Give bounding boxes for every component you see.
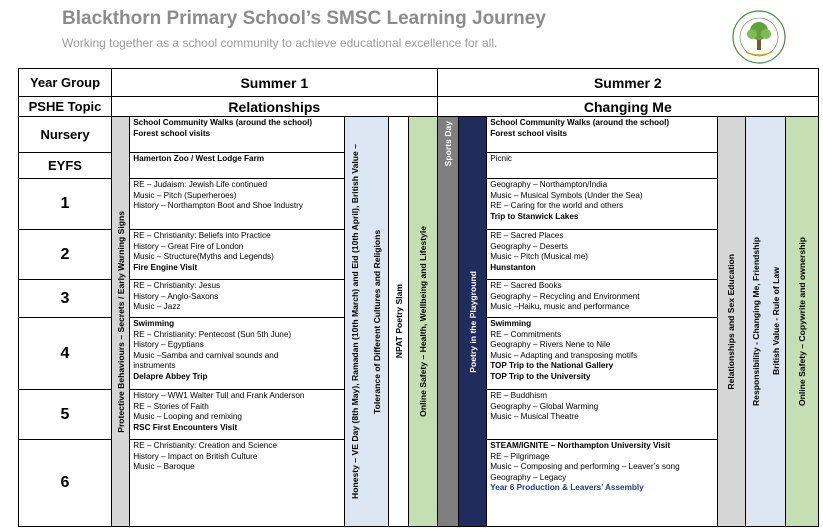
s2-eyfs-cell — [487, 153, 718, 179]
s1-y4-line-6: Delapre Abbey Trip — [133, 371, 208, 381]
summer-1-header: Summer 1 — [112, 69, 438, 97]
year-6: 6 — [19, 440, 112, 527]
s1-y4-cell — [130, 318, 344, 390]
s1-y2-line-4: Fire Engine Visit — [133, 262, 198, 272]
s2-y5-line-3: Music – Musical Theatre — [490, 412, 579, 422]
s2-y6-line-2: RE – Pilgrimage — [490, 451, 550, 461]
s1-y6-line-3: Music – Baroque — [133, 462, 195, 472]
s2-y4-line-2: RE – Commitments — [490, 329, 562, 339]
s2-y2-line-1: RE – Sacred Places — [490, 231, 564, 240]
year-group-header: Year Group — [19, 69, 112, 97]
s1-y4-line-4: Music –Samba and carnival sounds and — [133, 350, 279, 360]
s2-y5-line-2: Geography – Global Warming — [490, 401, 599, 411]
s1-y5-line-1: History – WW1 Walter Tull and Frank Anderson — [133, 391, 305, 400]
year-5: 5 — [19, 390, 112, 440]
s1-y2-line-2: History – Great Fire of London — [133, 241, 244, 251]
s2-eyfs-line-1: Picnic — [490, 154, 513, 163]
s2-y1-line-2: Music – Musical Symbols (Under the Sea) — [490, 190, 643, 200]
poetry-band — [458, 117, 486, 527]
s2-nursery-cell — [487, 117, 718, 153]
s2-y1-cell — [487, 179, 718, 230]
s1-y6-line-2: History – Impact on British Culture — [133, 451, 258, 461]
s1-y2-cell — [130, 230, 344, 280]
s1-y4-line-1: Swimming — [133, 319, 175, 328]
s2-y5-cell — [487, 390, 718, 440]
online-safety-health-band — [409, 117, 437, 527]
s1-y1-cell — [130, 179, 344, 230]
page-title: Blackthorn Primary School’s SMSC Learning Journey — [62, 8, 546, 29]
year-3: 3 — [19, 280, 112, 318]
honesty-label-1: Honesty – VE Day (8th May), Ramadan (10th March) and Eid (10th April), British Value – — [350, 144, 361, 499]
npat-band — [389, 117, 409, 527]
s1-y6-cell — [130, 440, 344, 527]
sports-day-label: Sports Day — [442, 121, 453, 167]
npat-label: NPAT Poetry Slam — [393, 284, 404, 359]
year-4: 4 — [19, 318, 112, 390]
s2-y2-line-3: Music – Pitch (Musical me) — [490, 252, 589, 262]
s2-y6-line-5: Year 6 Production & Leavers’ Assembly — [490, 483, 644, 493]
smsc-table — [18, 68, 819, 527]
s1-y1-line-3: History – Northampton Boot and Shoe Industry — [133, 201, 303, 211]
s2-y2-line-2: Geography – Deserts — [490, 241, 569, 251]
s1-y1-line-1: RE – Judaism: Jewish Life continued — [133, 180, 268, 189]
s2-y1-line-4: Trip to Stanwick Lakes — [490, 211, 579, 221]
year-2: 2 — [19, 230, 112, 280]
s2-y3-line-3: Music –Haiku, music and performance — [490, 302, 630, 312]
honesty-band — [344, 117, 388, 527]
summer-1-topic: Relationships — [112, 97, 438, 117]
protective-behaviours-label: Protective Behaviours – Secrets / Early Warning Signs — [115, 210, 126, 433]
s2-y5-line-1: RE – Buddhism — [490, 391, 548, 400]
s1-y5-line-4: RSC First Encounters Visit — [133, 422, 238, 432]
s1-y3-line-3: Music – Jazz — [133, 302, 181, 312]
s2-y6-line-3: Music – Composing and performing – Leaver’s song — [490, 462, 680, 472]
s2-nursery-line-1: School Community Walks (around the school) — [490, 118, 670, 127]
responsibility-label-2: British Value - Rule of Law — [770, 267, 781, 376]
s1-y5-line-3: Music – Looping and remixing — [133, 412, 242, 422]
s1-y6-line-1: RE – Christianity: Creation and Science — [133, 441, 278, 450]
s1-nursery-line-1: School Community Walks (around the school) — [133, 118, 313, 127]
s2-y6-cell — [487, 440, 718, 527]
sports-day-band — [437, 117, 458, 527]
year-eyfs: EYFS — [19, 153, 112, 179]
s2-y6-line-4: Geography – Legacy — [490, 472, 567, 482]
year-1: 1 — [19, 179, 112, 230]
honesty-label-2: Tolerance of Different Cultures and Religions — [372, 229, 383, 414]
online-safety-copy-band — [786, 117, 819, 527]
summer-2-topic: Changing Me — [437, 97, 818, 117]
s2-y4-line-5: TOP Trip to the National Gallery — [490, 361, 614, 371]
page-subtitle: Working together as a school community to achieve educational excellence for all. — [62, 36, 498, 50]
s2-y2-line-4: Hunstanton — [490, 262, 536, 272]
s1-nursery-line-2: Forest school visits — [133, 128, 211, 138]
s1-y3-line-2: History – Anglo-Saxons — [133, 291, 219, 301]
s2-y4-line-1: Swimming — [490, 319, 532, 328]
s1-y3-line-1: RE – Christianity: Jesus — [133, 281, 221, 290]
s1-y1-line-2: Music – Pitch (Superheroes) — [133, 190, 237, 200]
s1-y3-cell — [130, 280, 344, 318]
s1-y5-cell — [130, 390, 344, 440]
s2-y4-cell — [487, 318, 718, 390]
s2-y2-cell — [487, 230, 718, 280]
s1-y2-line-3: Music – Structure(Myths and Legends) — [133, 252, 274, 262]
year-nursery: Nursery — [19, 117, 112, 153]
online-safety-copy-label: Online Safety – Copywrite and ownership — [797, 236, 808, 407]
s2-nursery-line-2: Forest school visits — [490, 128, 568, 138]
online-safety-health-label: Online Safety – Health, Wellbeing and Lifestyle — [417, 226, 428, 417]
school-logo — [724, 8, 794, 66]
s1-nursery-cell — [130, 117, 344, 153]
summer-2-header: Summer 2 — [437, 69, 818, 97]
s2-y4-line-4: Music – Adapting and transposing motifs — [490, 350, 638, 360]
s1-eyfs-cell — [130, 153, 344, 179]
poetry-label: Poetry in the Playground — [467, 270, 478, 373]
s2-y6-line-1: STEAM/IGNITE – Northampton University Visit — [490, 441, 671, 450]
rse-label: Relationships and Sex Education — [726, 253, 737, 390]
s1-y4-line-2: RE – Christianity: Pentecost (Sun 5th June) — [133, 329, 292, 339]
rse-band — [717, 117, 745, 527]
s1-y2-line-1: RE – Christianity: Beliefs into Practice — [133, 231, 271, 240]
s1-y4-line-3: History – Egyptians — [133, 340, 204, 350]
responsibility-band — [746, 117, 786, 527]
responsibility-label-1: Responsibility - Changing Me, Friendship — [750, 236, 761, 407]
s2-y3-cell — [487, 280, 718, 318]
s1-y5-line-2: RE – Stories of Faith — [133, 401, 209, 411]
s1-eyfs-line-1: Hamerton Zoo / West Lodge Farm — [133, 154, 265, 163]
s2-y3-line-2: Geography – Recycling and Environment — [490, 291, 640, 301]
s2-y4-line-3: Geography – Rivers Nene to Nile — [490, 340, 611, 350]
s2-y4-line-6: TOP Trip to the University — [490, 371, 591, 381]
pshe-topic-header: PSHE Topic — [19, 97, 112, 117]
s1-y4-line-5: instruments — [133, 361, 176, 371]
s2-y3-line-1: RE – Sacred Books — [490, 281, 562, 290]
s2-y1-line-3: RE – Caring for the world and others — [490, 201, 624, 211]
protective-behaviours-band — [112, 117, 130, 527]
s2-y1-line-1: Geography – Northampton/India — [490, 180, 608, 189]
